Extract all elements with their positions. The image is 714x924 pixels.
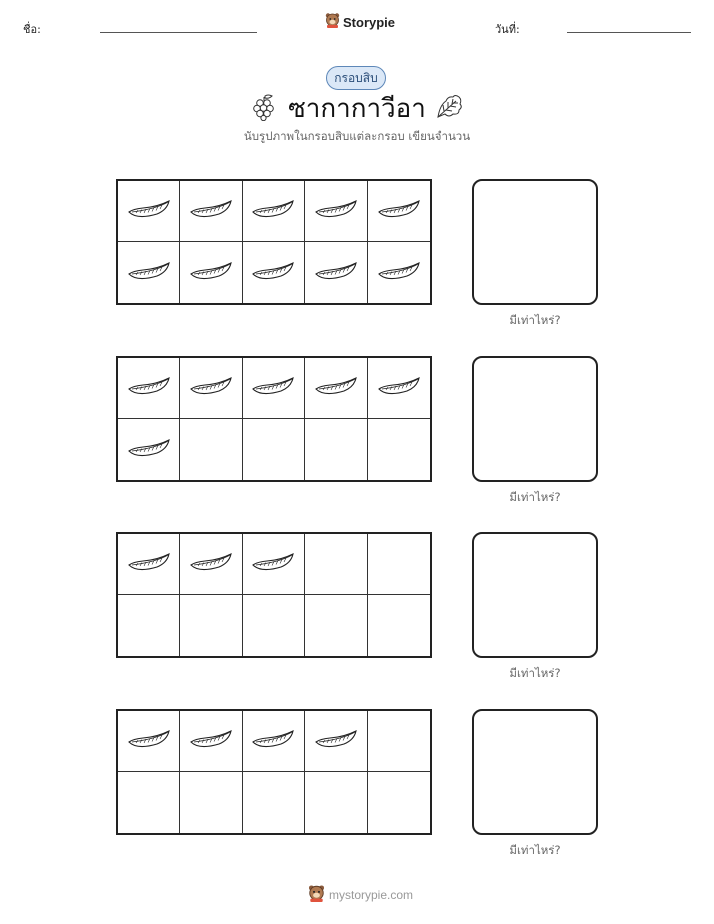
canoe-icon: [127, 198, 171, 224]
canoe-icon: [377, 375, 421, 401]
canoe-icon: [127, 551, 171, 577]
ten-frame-cell: [180, 772, 242, 833]
ten-frame: [116, 532, 432, 658]
ten-frame-cell: [118, 419, 180, 480]
canoe-icon: [189, 375, 233, 401]
how-many-label: มีเท่าไหร่?: [509, 666, 561, 680]
ten-frame-cell: [180, 358, 242, 419]
date-line[interactable]: [567, 32, 691, 33]
ten-frame-cell: [368, 419, 430, 480]
canoe-icon: [189, 728, 233, 754]
ten-frame: [116, 709, 432, 835]
ten-frame-cell: [180, 242, 242, 303]
canoe-icon: [251, 260, 295, 286]
ten-frame-cell: [368, 242, 430, 303]
ten-frame-cell: [243, 419, 305, 480]
bear-icon: [325, 12, 340, 32]
ten-frame-cell: [243, 534, 305, 595]
canoe-icon: [127, 437, 171, 463]
canoe-icon: [314, 260, 358, 286]
date-label: วันที่:: [495, 23, 520, 36]
ten-frame-cell: [368, 772, 430, 833]
how-many-label: มีเท่าไหร่?: [509, 313, 561, 327]
ten-frame-cell: [368, 534, 430, 595]
instructions: นับรูปภาพในกรอบสิบแต่ละกรอบ เขียนจำนวน: [243, 129, 471, 143]
worksheet-type-badge: กรอบสิบ: [326, 66, 386, 90]
name-label: ชื่อ:: [23, 23, 41, 36]
ten-frame-cell: [368, 358, 430, 419]
leaf-icon: [434, 93, 464, 125]
ten-frame-cell: [118, 534, 180, 595]
footer-site[interactable]: mystorypie.com: [329, 888, 414, 902]
ten-frame-cell: [305, 181, 367, 242]
canoe-icon: [127, 375, 171, 401]
ten-frame-cell: [368, 595, 430, 656]
ten-frame-cell: [118, 772, 180, 833]
canoe-icon: [127, 728, 171, 754]
canoe-icon: [314, 198, 358, 224]
brand-logo: [325, 12, 395, 32]
how-many-label: มีเท่าไหร่?: [509, 490, 561, 504]
ten-frame-cell: [243, 711, 305, 772]
ten-frame-cell: [180, 595, 242, 656]
how-many-label: มีเท่าไหร่?: [509, 843, 561, 857]
bear-icon: [308, 884, 325, 906]
canoe-icon: [127, 260, 171, 286]
canoe-icon: [251, 198, 295, 224]
answer-box[interactable]: [472, 356, 598, 482]
ten-frame-cell: [118, 242, 180, 303]
canoe-icon: [314, 375, 358, 401]
ten-frame-cell: [180, 419, 242, 480]
ten-frame-cell: [305, 711, 367, 772]
canoe-icon: [189, 551, 233, 577]
ten-frame-cell: [180, 181, 242, 242]
ten-frame-cell: [118, 181, 180, 242]
ten-frame-cell: [118, 595, 180, 656]
ten-frame-cell: [243, 181, 305, 242]
name-line[interactable]: [100, 32, 257, 33]
ten-frame-cell: [243, 242, 305, 303]
page-title: ซากากาวีอา: [288, 94, 426, 124]
ten-frame-cell: [180, 711, 242, 772]
canoe-icon: [377, 198, 421, 224]
ten-frame-cell: [368, 181, 430, 242]
ten-frame-cell: [305, 772, 367, 833]
ten-frame-cell: [243, 772, 305, 833]
ten-frame-cell: [305, 242, 367, 303]
ten-frame-cell: [118, 711, 180, 772]
answer-box[interactable]: [472, 709, 598, 835]
canoe-icon: [314, 728, 358, 754]
ten-frame: [116, 179, 432, 305]
ten-frame-cell: [368, 711, 430, 772]
answer-box[interactable]: [472, 532, 598, 658]
ten-frame-cell: [305, 595, 367, 656]
canoe-icon: [251, 728, 295, 754]
ten-frame-cell: [118, 358, 180, 419]
canoe-icon: [189, 260, 233, 286]
ten-frame-cell: [243, 358, 305, 419]
ten-frame: [116, 356, 432, 482]
canoe-icon: [377, 260, 421, 286]
canoe-icon: [251, 375, 295, 401]
ten-frame-cell: [180, 534, 242, 595]
brand-name: Storypie: [343, 14, 396, 30]
ten-frame-cell: [305, 358, 367, 419]
canoe-icon: [189, 198, 233, 224]
answer-box[interactable]: [472, 179, 598, 305]
ten-frame-cell: [243, 595, 305, 656]
ten-frame-cell: [305, 534, 367, 595]
canoe-icon: [251, 551, 295, 577]
footer: [308, 884, 413, 906]
ten-frame-cell: [305, 419, 367, 480]
